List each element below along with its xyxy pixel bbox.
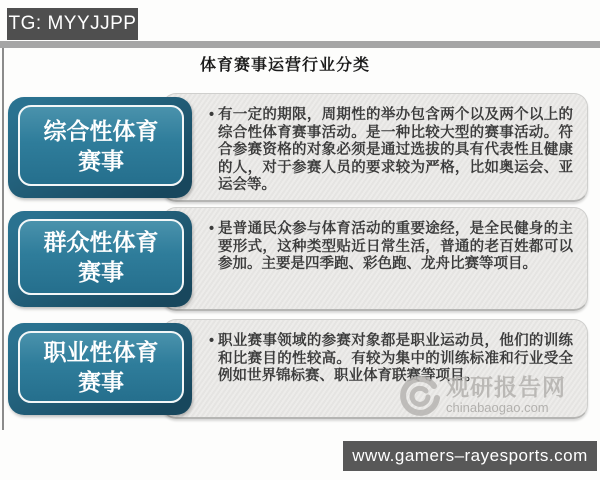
watermark-site-name: 观研报告网: [446, 374, 566, 400]
category-label-shadow: [8, 97, 192, 198]
tg-badge-text: TG: MYYJJPP: [8, 13, 137, 34]
swirl-logo-icon: [398, 374, 444, 420]
category-description: 职业赛事领域的参赛对象都是职业运动员，他们的训练和比赛目的性较高。有较为集中的训练标准和行业受全例如世界锦标赛、职业体育联赛等项目。: [218, 333, 573, 384]
category-label: 群众性体育赛事: [18, 219, 184, 295]
footer-url-text: www.gamers–rayesports.com: [352, 446, 588, 465]
bullet-icon: •: [209, 107, 215, 123]
category-description: 有一定的期限，周期性的举办包含两个以及两个以上的综合性体育赛事活动。是一种比较大型的赛事活动。符合参赛资格的对象必须是通过选拔的具有代表性且健康的人，对于参赛人员的要求较为严格，比如奥运会、亚运会等。: [218, 107, 573, 193]
watermark: [398, 374, 566, 420]
category-row-comprehensive: [0, 92, 600, 205]
bullet-icon: •: [209, 221, 215, 237]
watermark-site-url: chinabaogao.com: [446, 400, 549, 415]
description-panel: [162, 93, 588, 202]
category-description: 是普通民众参与体育活动的重要途经，是全民健身的主要形式，这种类型贴近日常生活，普通的老百姓都可以参加。主要是四季跑、彩色跑、龙舟比赛等项目。: [218, 221, 573, 272]
category-label: 职业性体育赛事: [18, 331, 184, 403]
top-divider-bar: [0, 41, 600, 48]
category-row-mass: [0, 206, 600, 314]
description-panel: [162, 207, 588, 311]
tg-badge: [7, 8, 138, 40]
category-label-shadow: [8, 323, 192, 415]
category-label: 综合性体育赛事: [18, 105, 184, 186]
category-label-shadow: [8, 211, 192, 307]
page-title: 体育赛事运营行业分类: [199, 57, 370, 74]
bullet-icon: •: [209, 333, 215, 349]
footer-url-bar: [343, 441, 597, 471]
